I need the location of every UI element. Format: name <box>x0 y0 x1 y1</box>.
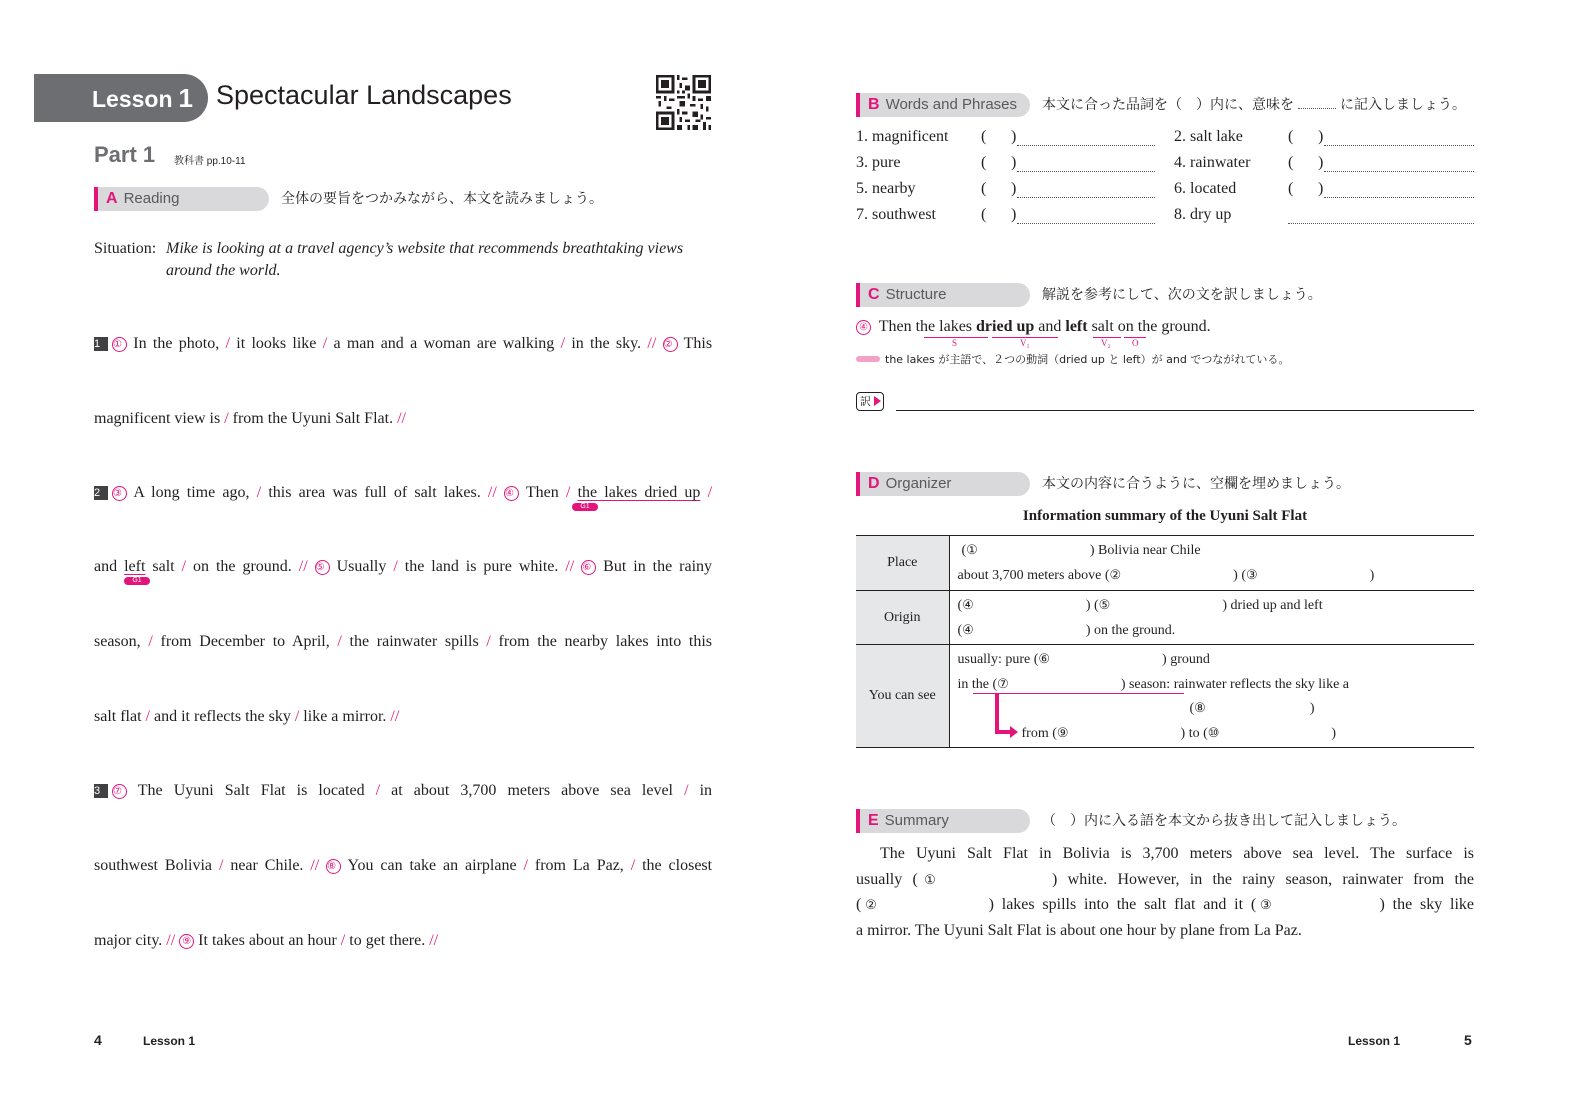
reading-text: In the photo, <box>133 335 220 352</box>
reading-line-5 <box>94 632 712 652</box>
paragraph-number: 2 <box>94 486 108 500</box>
reading-text: season, <box>94 633 141 650</box>
place-line-2 <box>958 567 1375 584</box>
lesson-number: 1 <box>178 83 193 113</box>
section-b-title: Words and Phrases <box>885 96 1018 113</box>
grammar-tag-g1: G1 <box>124 577 150 585</box>
meaning-blank[interactable] <box>1324 171 1474 172</box>
cell-text: ) ( <box>1233 568 1246 583</box>
summary-text: ) white. However, in the rainy season, rainwater from the <box>1052 871 1475 888</box>
reading-line-6 <box>94 707 712 727</box>
pos-paren-open: ( <box>1288 128 1294 145</box>
sentence-slash: // <box>166 932 176 949</box>
vocab-item: 3. pure <box>856 154 901 171</box>
section-a-title: Reading <box>123 190 180 207</box>
situation-label: Situation: <box>94 240 157 257</box>
vocab-item: 8. dry up <box>1174 206 1232 223</box>
cell-text: usually: pure ( <box>957 652 1039 667</box>
see-line-2 <box>958 676 1350 693</box>
summary-text: ( <box>856 896 862 913</box>
reading-text: and <box>94 558 118 575</box>
blank-number: ② <box>861 897 881 912</box>
sentence-word: Then <box>878 318 912 335</box>
cell-text: ) ( <box>1085 598 1099 613</box>
chunk-slash: / <box>224 410 229 427</box>
cell-text: ) Bolivia near Chile <box>1089 543 1201 558</box>
table-row <box>856 536 1474 591</box>
cell-text: ) <box>1369 568 1375 583</box>
reading-text: in the sky. <box>571 335 642 352</box>
meaning-blank[interactable] <box>1017 197 1155 198</box>
pos-paren-close: ) <box>1318 180 1324 197</box>
row-header-place: Place <box>856 536 949 591</box>
table-row <box>856 645 1474 748</box>
chunk-slash: / <box>340 932 346 949</box>
section-c-header <box>856 283 1030 307</box>
footer-lesson-left: Lesson 1 <box>143 1034 196 1048</box>
pos-paren-close: ) <box>1318 128 1324 145</box>
pos-paren-close: ) <box>1011 128 1017 145</box>
page-number-right: 5 <box>1464 1032 1472 1048</box>
cell-text: ) on the ground. <box>1085 623 1176 638</box>
pos-paren-close: ) <box>1011 154 1017 171</box>
reading-line-2 <box>94 409 712 429</box>
reading-line-7 <box>94 781 712 801</box>
pos-paren-close: ) <box>1011 206 1017 223</box>
chunk-slash: / <box>375 782 381 799</box>
subject-label: S <box>952 338 958 348</box>
reading-text: This <box>683 335 713 352</box>
cell-text: ( <box>957 623 963 638</box>
chunk-slash: / <box>393 558 398 575</box>
summary-text: ) the sky like <box>1379 896 1475 913</box>
reading-text: It takes about an hour <box>198 932 337 949</box>
meaning-blank[interactable] <box>1017 171 1155 172</box>
sentence-slash: // <box>429 932 439 949</box>
sentence-number: ① <box>112 337 127 352</box>
verb-1-phrase: dried up <box>976 318 1035 335</box>
blank-number: ① <box>917 872 943 887</box>
pos-paren-close: ) <box>1011 180 1017 197</box>
pos-paren-open: ( <box>981 128 987 145</box>
sentence-number: ⑤ <box>315 560 330 575</box>
sentence-number: ⑨ <box>179 934 194 949</box>
pos-paren-open: ( <box>981 180 987 197</box>
summary-line-3 <box>856 895 1474 915</box>
subject-phrase: the lakes <box>915 318 973 335</box>
reading-text: the land is pure white. <box>404 558 559 575</box>
section-d-title: Organizer <box>885 475 952 492</box>
cell-text: ) ground <box>1162 652 1210 667</box>
chunk-slash: / <box>707 484 713 501</box>
textbook-ref: 教科書 pp.10-11 <box>174 156 246 167</box>
blank-number: ④ <box>962 597 974 612</box>
reading-text: to get there. <box>349 932 426 949</box>
place-line-1 <box>962 542 1201 559</box>
sentence-number: ⑦ <box>112 784 127 799</box>
paragraph-number: 1 <box>94 337 108 351</box>
vocab-item: 6. located <box>1174 180 1237 197</box>
pos-paren-open: ( <box>981 206 987 223</box>
structure-note: the lakes が主語で、２つの動詞（dried up と left）が and でつながれている。 <box>885 353 1290 366</box>
cell-text: ) <box>1331 726 1337 741</box>
chunk-slash: / <box>294 708 300 725</box>
chunk-slash: / <box>181 558 187 575</box>
reading-text: You can take an airplane <box>347 857 517 874</box>
section-b-instruction-a: 本文に合った品詞を（ ）内に、意味を <box>1042 97 1294 113</box>
sentence-number: ④ <box>856 320 871 335</box>
sentence-slash: // <box>397 410 406 427</box>
reading-text: A long time ago, <box>133 484 250 501</box>
pos-paren-open: ( <box>1288 154 1294 171</box>
blank-number: ⑦ <box>997 676 1009 691</box>
verb-2-label: V₂ <box>1101 338 1111 348</box>
reading-text: the rainwater spills <box>349 633 479 650</box>
reading-text: salt flat <box>94 708 142 725</box>
lesson-label: Lesson <box>92 86 173 112</box>
chunk-slash: / <box>337 633 342 650</box>
place-cell <box>949 536 1474 591</box>
sentence-slash: // <box>390 708 400 725</box>
cell-text: ) season: rainwater reflects the sky like a <box>1120 677 1349 692</box>
sentence-slash: // <box>310 857 320 874</box>
situation-line-2: around the world. <box>166 262 281 279</box>
sentence-slash: // <box>487 484 497 501</box>
blank-number: ④ <box>962 622 974 637</box>
vocab-item: 2. salt lake <box>1174 128 1243 145</box>
object-label: O <box>1132 338 1139 348</box>
reading-line-3 <box>94 483 712 503</box>
reading-line-4 <box>94 557 712 577</box>
blank-number: ① <box>966 542 978 557</box>
reading-text: in <box>699 782 713 799</box>
cell-text: ( <box>957 598 963 613</box>
vocab-item: 4. rainwater <box>1174 154 1251 171</box>
grammar-tag-g1: G1 <box>572 503 598 511</box>
section-d-letter: D <box>868 475 880 492</box>
sentence-slash: // <box>647 335 657 352</box>
section-a-letter: A <box>106 190 118 207</box>
reading-text: the closest <box>642 857 713 874</box>
section-e-header <box>856 809 1030 833</box>
reading-line-8 <box>94 856 712 876</box>
reading-text: salt <box>152 558 175 575</box>
reading-text: near Chile. <box>230 857 304 874</box>
cell-text: ) dried up and left <box>1222 598 1323 613</box>
sentence-word: and <box>1038 318 1062 335</box>
sentence-word: salt on the ground. <box>1091 318 1211 335</box>
reading-text: from the nearby lakes into this <box>498 633 712 650</box>
cell-text: from ( <box>1021 726 1057 741</box>
reading-text: it looks like <box>236 335 317 352</box>
section-c-instruction: 解説を参考にして、次の文を訳しましょう。 <box>1042 287 1322 303</box>
chunk-slash: / <box>145 708 150 725</box>
lesson-banner <box>34 74 208 122</box>
blank-number: ⑧ <box>1194 700 1206 715</box>
table-title: Information summary of the Uyuni Salt Flat <box>1022 508 1308 524</box>
section-e-letter: E <box>868 812 879 829</box>
translation-answer-line[interactable] <box>896 410 1474 411</box>
section-a-header <box>94 187 269 211</box>
lesson-title: Spectacular Landscapes <box>216 80 512 110</box>
sentence-number: ⑧ <box>326 859 341 874</box>
reading-text: at about 3,700 meters above sea level <box>391 782 673 799</box>
reading-text: Usually <box>336 558 387 575</box>
blank-number: ⑨ <box>1056 725 1069 740</box>
section-c-letter: C <box>868 286 880 303</box>
sentence-number: ③ <box>112 486 127 501</box>
section-b-instruction-b: に記入しましょう。 <box>1340 97 1466 113</box>
meaning-blank[interactable] <box>1288 223 1474 224</box>
reading-text: But in the rainy <box>603 558 713 575</box>
row-header-you-can-see: You can see <box>856 645 949 748</box>
summary-text: usually ( <box>856 871 918 888</box>
reading-text: Then <box>525 484 559 501</box>
section-b-letter: B <box>868 96 880 113</box>
paragraph-number: 3 <box>94 784 108 798</box>
cell-text: about 3,700 meters above ( <box>957 568 1110 583</box>
summary-line-2 <box>856 870 1474 890</box>
reading-text: like a mirror. <box>303 708 387 725</box>
vocab-item: 5. nearby <box>856 180 916 197</box>
chunk-slash: / <box>523 857 528 874</box>
pos-paren-open: ( <box>1288 180 1294 197</box>
see-line-1 <box>958 651 1210 668</box>
dotted-sample <box>1298 108 1336 109</box>
sentence-number: ⑥ <box>581 560 596 575</box>
reading-text: from December to April, <box>160 633 330 650</box>
summary-line-1: The Uyuni Salt Flat in Bolivia is 3,700 meters above sea level. The surface is <box>880 845 1474 862</box>
section-a-instruction: 全体の要旨をつかみながら、本文を読みましょう。 <box>281 191 603 207</box>
cell-text: ( <box>1189 701 1195 716</box>
cell-text: ( <box>961 543 967 558</box>
blank-number: ③ <box>1246 567 1258 582</box>
cell-text: ) to ( <box>1180 726 1208 741</box>
page-number-left: 4 <box>94 1032 102 1048</box>
see-line-3 <box>1190 700 1315 717</box>
chunk-slash: / <box>565 484 571 501</box>
pos-paren-close: ) <box>1318 154 1324 171</box>
verb-2-phrase: left <box>1065 318 1088 335</box>
chunk-slash: / <box>630 857 636 874</box>
cell-text: in the ( <box>957 677 998 692</box>
section-e-title: Summary <box>884 812 949 829</box>
qr-code-icon[interactable] <box>656 75 711 130</box>
reading-text: from the Uyuni Salt Flat. <box>232 410 394 427</box>
situation <box>94 238 714 282</box>
origin-cell <box>949 591 1474 645</box>
reading-text: a man and a woman are walking <box>333 335 555 352</box>
part-title: Part 1 <box>94 142 156 167</box>
section-d-instruction: 本文の内容に合うように、空欄を埋めましょう。 <box>1042 476 1350 492</box>
reading-line-1 <box>94 334 712 354</box>
vocab-item: 1. magnificent <box>856 128 949 145</box>
play-arrow-icon <box>874 396 881 406</box>
section-d-header <box>856 472 1030 496</box>
sentence-slash: // <box>565 558 575 575</box>
verb-1-label: V₁ <box>1020 338 1030 348</box>
origin-line-2 <box>958 622 1176 639</box>
reading-text: this area was full of salt lakes. <box>268 484 481 501</box>
row-header-origin: Origin <box>856 591 949 645</box>
vocab-item: 7. southwest <box>856 206 936 223</box>
reading-text: and it reflects the sky <box>154 708 291 725</box>
chunk-slash: / <box>218 857 224 874</box>
section-e-instruction: （ ）内に入る語を本文から抜き出して記入しましょう。 <box>1042 813 1406 829</box>
footer-lesson-right: Lesson 1 <box>1348 1034 1401 1048</box>
structure-sentence <box>856 318 1211 336</box>
origin-line-1 <box>958 597 1323 614</box>
translation-label: 訳 <box>856 392 884 411</box>
section-b-header <box>856 93 1030 117</box>
organizer-table <box>856 535 1474 748</box>
summary-text: ) lakes spills into the salt flat and it ( <box>988 896 1257 913</box>
meaning-blank[interactable] <box>1017 223 1155 224</box>
chunk-slash: / <box>256 484 262 501</box>
connector-arrow-icon <box>990 694 1020 740</box>
meaning-blank[interactable] <box>1017 145 1155 146</box>
summary-line-4: a mirror. The Uyuni Salt Flat is about one hour by plane from La Paz. <box>856 922 1302 939</box>
reading-line-9 <box>94 931 712 951</box>
table-row <box>856 591 1474 645</box>
chunk-slash: / <box>486 633 491 650</box>
chunk-slash: / <box>684 782 689 799</box>
chunk-slash: / <box>225 335 230 352</box>
reading-text: on the ground. <box>192 558 292 575</box>
blank-number: ③ <box>1256 897 1276 912</box>
reading-text: major city. <box>94 932 163 949</box>
cell-text: ) <box>1309 701 1315 716</box>
meaning-blank[interactable] <box>1324 197 1474 198</box>
chunk-slash: / <box>560 335 566 352</box>
chunk-slash: / <box>322 335 328 352</box>
blank-number: ⑩ <box>1207 725 1220 740</box>
reading-text-grammar: the lakes dried up <box>577 484 701 501</box>
reading-text: southwest Bolivia <box>94 857 213 874</box>
sentence-number: ④ <box>504 486 519 501</box>
meaning-blank[interactable] <box>1324 145 1474 146</box>
see-line-4 <box>1022 725 1337 742</box>
pos-paren-open: ( <box>981 154 987 171</box>
section-b-instruction <box>1042 93 1466 117</box>
blank-number: ② <box>1109 567 1122 582</box>
note-marker <box>856 356 880 362</box>
sentence-number: ② <box>663 337 678 352</box>
section-c-title: Structure <box>885 286 947 303</box>
reading-text-grammar: left <box>124 558 146 575</box>
situation-line-1: Mike is looking at a travel agency’s website that recommends breathtaking views <box>166 240 684 257</box>
see-cell <box>949 645 1474 748</box>
blank-number: ⑥ <box>1038 651 1051 666</box>
blank-number: ⑤ <box>1098 597 1111 612</box>
reading-text: magnificent view is <box>94 410 221 427</box>
chunk-slash: / <box>148 633 153 650</box>
reading-text: from La Paz, <box>534 857 624 874</box>
sentence-slash: // <box>298 558 308 575</box>
reading-text: The Uyuni Salt Flat is located <box>137 782 365 799</box>
